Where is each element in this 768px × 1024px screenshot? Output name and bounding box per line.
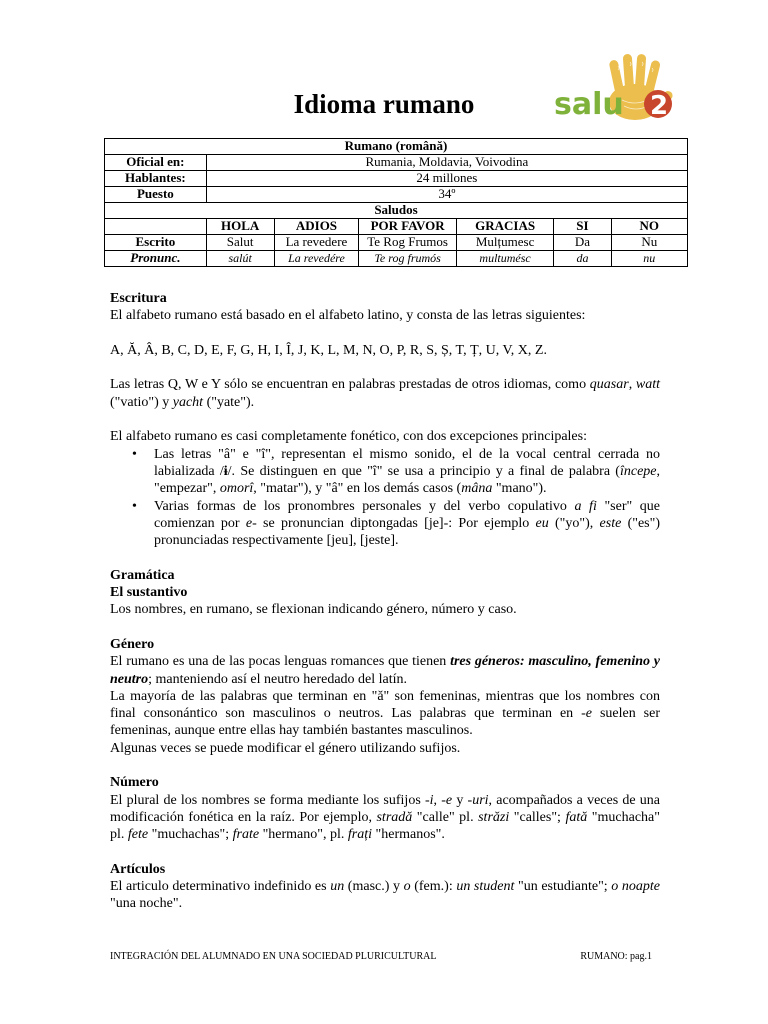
greeting-header: NO <box>611 219 687 235</box>
heading-genero: Género <box>110 636 155 652</box>
svg-text:salu: salu <box>554 87 624 122</box>
page-number: RUMANO: pag.1 <box>580 951 652 962</box>
empty-cell <box>105 219 207 235</box>
pronunc-cell: Te rog frumós <box>359 251 457 267</box>
pronunc-cell: da <box>554 251 611 267</box>
alphabet-list: A, Ă, Â, B, C, D, E, F, G, H, I, Î, J, K, L, M, N, O, P, R, S, Ș, T, Ț, U, V, X, Z. <box>110 342 547 358</box>
escrito-cell: Salut <box>206 235 274 251</box>
paragraph-qwy: Las letras Q, W e Y sólo se encuentran en palabras prestadas de otros idiomas, como quasar, watt ("vatio") y yacht ("yate"). <box>110 377 661 410</box>
pronunc-cell: salút <box>206 251 274 267</box>
greeting-header: SI <box>554 219 611 235</box>
table-header: Rumano (română) <box>105 139 688 155</box>
value-hablantes: 24 millones <box>206 171 687 187</box>
page-footer <box>110 951 652 963</box>
heading-numero: Número <box>110 775 159 791</box>
greeting-header: GRACIAS <box>456 219 554 235</box>
list-item: • Las letras "â" e "î", representan el mismo sonido, el de la vocal central cerrada no labializada /ɨ/. Se distinguen en que "î" se usa a principio y a final de palabra (începe, "empezar", omorî, "matar"), y "â" en los demás casos (mâna "mano"). <box>154 446 660 498</box>
label-hablantes: Hablantes: <box>105 171 207 187</box>
escrito-cell: La revedere <box>274 235 359 251</box>
paragraph-numero: El plural de los nombres se forma mediante los sufijos -i, -e y -uri, acompañados a veces de una modificación fonética en la raíz. Por ejemplo, stradă "calle" pl. străzi "calles"; fată "muchacha" pl. fete "muchachas"; frate "hermano", pl. frați "hermanos". <box>110 792 660 843</box>
paragraph-escritura: El alfabeto rumano está basado en el alfabeto latino, y consta de las letras siguientes: <box>110 308 586 324</box>
heading-escritura: Escritura <box>110 291 167 306</box>
label-pronunc: Pronunc. <box>105 251 207 267</box>
salu2-logo <box>540 52 690 128</box>
saludos-title: Saludos <box>105 203 688 219</box>
greeting-header: POR FAVOR <box>359 219 457 235</box>
heading-gramatica: Gramática <box>110 567 175 583</box>
greeting-header: HOLA <box>206 219 274 235</box>
escrito-cell: Da <box>554 235 611 251</box>
paragraph-genero-3: Algunas veces se puede modificar el género utilizando sufijos. <box>110 740 461 756</box>
paragraph-articulos: El articulo determinativo indefinido es un (masc.) y o (fem.): un student "un estudiante"; o noapte "una noche". <box>110 879 661 912</box>
footer-left: INTEGRACIÓN DEL ALUMNADO EN UNA SOCIEDAD PLURICULTURAL <box>110 951 437 962</box>
list-item: • Varias formas de los pronombres personales y del verbo copulativo a fi "ser" que comienzan por e- se pronuncian diptongadas [je]-: Por ejemplo eu ("yo"), este ("es") pronunciadas respectivamente [jeu], [jeste]. <box>154 498 660 550</box>
pronunc-cell: La revedére <box>274 251 359 267</box>
value-puesto: 34º <box>206 187 687 203</box>
label-oficial: Oficial en: <box>105 155 207 171</box>
paragraph-fonetico: El alfabeto rumano es casi completamente fonético, con dos excepciones principales: <box>110 429 587 445</box>
paragraph-sustantivo: Los nombres, en rumano, se flexionan indicando género, número y caso. <box>110 602 517 618</box>
label-puesto: Puesto <box>105 187 207 203</box>
pronunc-cell: multumésc <box>456 251 554 267</box>
pronunc-cell: nu <box>611 251 687 267</box>
paragraph-genero-2: La mayoría de las palabras que terminan en "ă" son femeninas, mientras que los nombres con final consonántico son masculinos o neutros. Las palabras que terminan en -e suelen ser femeninas, aunque entre ellas hay también bastantes masculinos. <box>110 688 660 739</box>
page-title: Idioma rumano <box>293 89 475 119</box>
value-oficial: Rumania, Moldavia, Voivodina <box>206 155 687 171</box>
label-escrito: Escrito <box>105 235 207 251</box>
greeting-header: ADIOS <box>274 219 359 235</box>
escrito-cell: Te Rog Frumos <box>359 235 457 251</box>
exceptions-list <box>110 446 660 550</box>
document-body <box>110 290 660 913</box>
paragraph-genero: El rumano es una de las pocas lenguas romances que tienen tres géneros: masculino, femenino y neutro; manteniendo así el neutro heredado del latín. <box>110 654 660 687</box>
language-info-table <box>104 138 688 267</box>
escrito-cell: Nu <box>611 235 687 251</box>
heading-articulos: Artículos <box>110 861 166 877</box>
svg-text:2: 2 <box>650 91 669 121</box>
heading-sustantivo: El sustantivo <box>110 585 188 601</box>
escrito-cell: Mulțumesc <box>456 235 554 251</box>
